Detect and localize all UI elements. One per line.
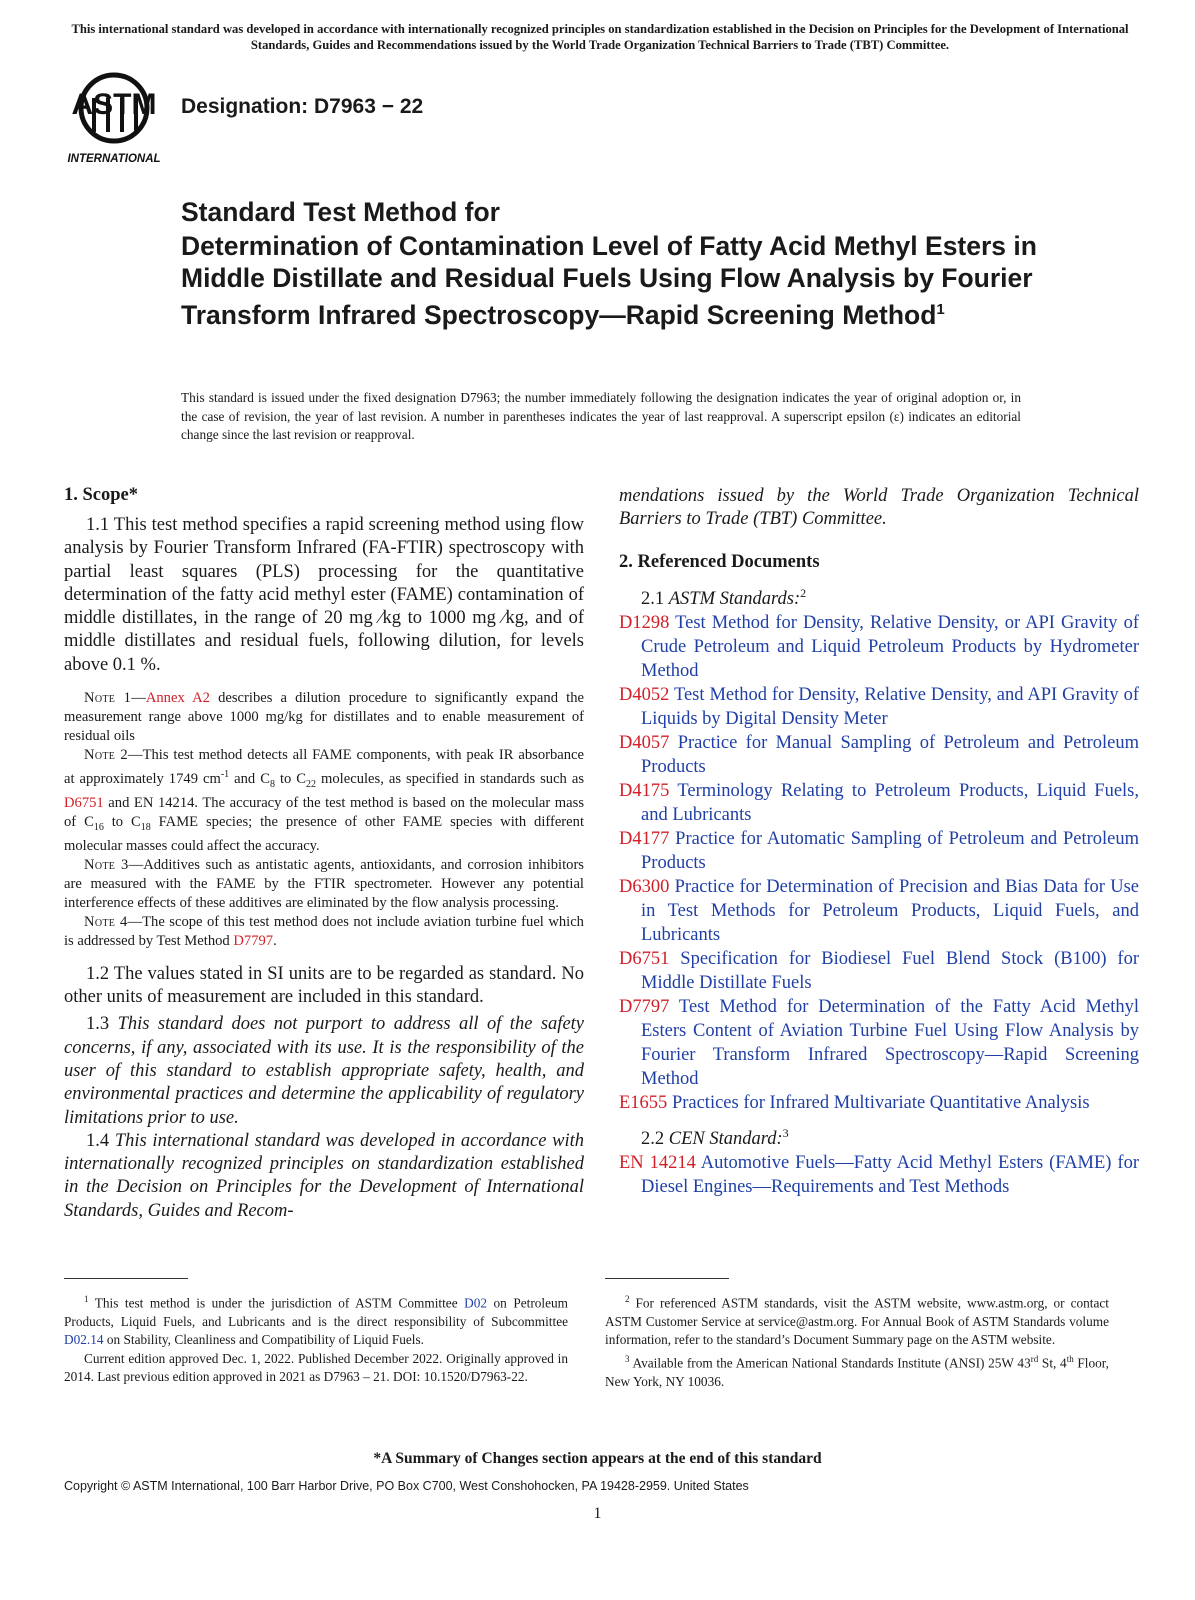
note-2-sup: -1 — [220, 769, 230, 781]
astm-ref-title-link[interactable]: Test Method for Determination of the Fatty Acid Methyl Esters Content of Aviation Turbine Fuel Using Flow Analysis by Fourier Transform Infrared Spectroscopy—Rapid Screening Method — [641, 996, 1139, 1089]
astm-ref-item — [619, 995, 1139, 1091]
footnote-2 — [605, 1290, 1109, 1350]
fn3-sup: 3 — [625, 1353, 630, 1364]
fn3-sup-rd: rd — [1030, 1353, 1039, 1364]
astm-ref-title-link[interactable]: Practices for Infrared Multivariate Quantitative Analysis — [667, 1092, 1090, 1113]
astm-ref-item — [619, 731, 1139, 779]
astm-ref-item — [619, 683, 1139, 731]
d02-link[interactable]: D02 — [464, 1295, 488, 1311]
astm-ref-title-link[interactable]: Test Method for Density, Relative Density, and API Gravity of Liquids by Digital Density Meter — [641, 684, 1139, 729]
astm-ref-title-link[interactable]: Specification for Biodiesel Fuel Blend Stock (B100) for Middle Distillate Fuels — [641, 948, 1139, 993]
astm-logo — [64, 68, 168, 168]
astm-head-text: ASTM Standards: — [668, 588, 801, 609]
astm-ref-title-link[interactable]: Terminology Relating to Petroleum Products, Liquid Fuels, and Lubricants — [641, 780, 1139, 825]
fn3-text: Available from the American National Standards Institute (ANSI) 25W 43 — [629, 1355, 1031, 1371]
cen-standards-list — [619, 1151, 1139, 1199]
astm-ref-code-link[interactable]: D1298 — [619, 612, 670, 633]
astm-head-sup[interactable]: 2 — [800, 585, 807, 600]
note-2-text: —This test method detects all FAME components, with peak IR absorbance at approximately 1749 cm — [64, 747, 584, 787]
title-main: Determination of Contamination Level of Fatty Acid Methyl Esters in Middle Distillate and Residual Fuels Using Flow Analysis by Fourier Transform Infrared Spectroscopy—Rapid Screening Method — [181, 231, 1037, 330]
left-column — [64, 485, 584, 1223]
fn1-text: on Stability, Cleanliness and Compatibility of Liquid Fuels. — [103, 1332, 424, 1348]
astm-ref-item — [619, 1091, 1139, 1115]
referenced-heading: 2. Referenced Documents — [619, 551, 820, 572]
wto-statement: This international standard was developed in accordance with internationally recognized principles on standardization established in the Decision on Principles for the Development of International Standards, Guides and Recommendations issued by the World Trade Organization Technical Barriers to Trade (TBT) Committee. — [71, 22, 1129, 52]
fn2-sup: 2 — [625, 1294, 630, 1304]
scope-1-2: 1.2 The values stated in SI units are to be regarded as standard. No other units of measurement are included in this standard. — [64, 963, 584, 1008]
note-4-text: —The scope of this test method does not include aviation turbine fuel which is addressed by Test Method — [64, 913, 584, 949]
astm-ref-item — [619, 611, 1139, 683]
astm-ref-code-link[interactable]: D6300 — [619, 876, 670, 897]
footnote-3 — [605, 1350, 1109, 1391]
annex-a2-link[interactable]: Annex A2 — [145, 690, 210, 707]
page-number: 1 — [593, 1505, 602, 1522]
d6751-link[interactable]: D6751 — [64, 794, 104, 811]
footnote-rule-left — [64, 1278, 188, 1279]
astm-ref-code-link[interactable]: D4057 — [619, 732, 670, 753]
cen-head-sup[interactable]: 3 — [782, 1125, 789, 1140]
title-line1: Standard Test Method for — [181, 197, 500, 227]
cen-head-num: 2.2 — [641, 1128, 669, 1149]
cen-ref-code-link[interactable]: EN 14214 — [619, 1152, 696, 1173]
scope-1-4-continued: mendations issued by the World Trade Organization Technical Barriers to Trade (TBT) Committee. — [619, 486, 1139, 530]
astm-ref-code-link[interactable]: D6751 — [619, 948, 670, 969]
note-2-sub: 22 — [306, 778, 317, 790]
note-2-sub: 18 — [140, 821, 151, 833]
footnote-1 — [64, 1290, 568, 1350]
fn2-text: For referenced ASTM standards, visit the ASTM website, www.astm.org, or contact ASTM Customer Service at service@astm.org. For Annual Book of ASTM Standards volume information, refer to the standard’s Document Summary page on the ASTM website. — [605, 1295, 1109, 1348]
scope-1-4-text: This international standard was developed in accordance with internationally recognized principles on standardization established in the Decision on Principles for the Development of International Standards, Guides and Recom- — [64, 1130, 585, 1221]
astm-ref-item — [619, 779, 1139, 827]
cen-ref-title-link[interactable]: Automotive Fuels—Fatty Acid Methyl Esters (FAME) for Diesel Engines—Requirements and Test Methods — [641, 1152, 1139, 1197]
note-2 — [64, 746, 584, 856]
footnotes-right — [605, 1290, 1109, 1391]
note-1 — [64, 689, 584, 746]
note-4-end: . — [273, 932, 277, 949]
note-3 — [64, 856, 584, 913]
note-3-label: Note 3 — [84, 856, 129, 873]
astm-ref-code-link[interactable]: E1655 — [619, 1092, 668, 1113]
fn1-text: This test method is under the jurisdiction of ASTM Committee — [88, 1295, 465, 1311]
note-4 — [64, 913, 584, 951]
note-2-text: and EN 14214. The accuracy of the test method is based on the molecular mass of C — [64, 794, 584, 830]
svg-text:ASTM: ASTM — [71, 88, 157, 121]
note-2-text: molecules, as specified in standards such as — [316, 770, 585, 787]
fn3-sup-th: th — [1066, 1353, 1074, 1364]
note-2-text: FAME species; the presence of other FAME species with different molecular masses could affect the accuracy. — [64, 813, 584, 854]
astm-logo-icon — [64, 68, 168, 168]
astm-head-num: 2.1 — [641, 588, 669, 609]
issued-note: This standard is issued under the fixed designation D7963; the number immediately following the designation indicates the year of original adoption or, in the case of revision, the year of last revision. A number in parentheses indicates the year of last reapproval. A superscript epsilon (ε) indicates an editorial change since the last revision or reapproval. — [181, 390, 1021, 442]
astm-ref-title-link[interactable]: Test Method for Density, Relative Density, or API Gravity of Crude Petroleum and Liquid Petroleum Products by Hydrometer Method — [641, 612, 1139, 681]
astm-ref-item — [619, 947, 1139, 995]
note-4-label: Note 4 — [84, 913, 128, 930]
note-1-text: describes a dilution procedure to significantly expand the measurement range above 1000 mg/kg for distillates and to enable measurement of residual oils — [64, 690, 584, 745]
document-title — [181, 196, 1081, 331]
note-1-dash: — — [131, 690, 146, 707]
astm-ref-title-link[interactable]: Practice for Determination of Precision and Bias Data for Use in Test Methods for Petroleum Products, Liquid Fuels, and Lubricants — [641, 876, 1139, 945]
svg-text:INTERNATIONAL: INTERNATIONAL — [67, 153, 161, 165]
note-2-text: to C — [274, 770, 307, 787]
title-footnote-ref[interactable]: 1 — [936, 301, 945, 318]
scope-1-4 — [64, 1130, 584, 1223]
astm-ref-code-link[interactable]: D4175 — [619, 780, 670, 801]
designation: Designation: D7963 − 22 — [181, 95, 424, 118]
astm-ref-code-link[interactable]: D4052 — [619, 684, 670, 705]
scope-1-3-num: 1.3 — [86, 1014, 118, 1035]
note-2-text: to C — [103, 813, 141, 830]
scope-heading: 1. Scope* — [64, 485, 138, 505]
cen-ref-item — [619, 1151, 1139, 1199]
d02-14-link[interactable]: D02.14 — [64, 1332, 104, 1348]
note-2-sub: 16 — [93, 821, 104, 833]
footnotes-left — [64, 1290, 568, 1387]
scope-1-1: 1.1 This test method specifies a rapid screening method using flow analysis by Fourier Transform Infrared (FA-FTIR) spectroscopy with partial least squares (PLS) processing for the quantitative determination of the fatty acid methyl ester (FAME) contamination of middle distillates, in the range of 20 mg ⁄kg to 1000 mg ⁄kg, and of middle distillates and residual fuels, following dilution, for levels above 0.1 %. — [64, 515, 584, 675]
d7797-link[interactable]: D7797 — [233, 932, 274, 949]
cen-head-text: CEN Standard: — [668, 1128, 783, 1149]
fn3-text: St, 4 — [1038, 1355, 1067, 1371]
fn1-sup: 1 — [84, 1294, 89, 1304]
copyright: Copyright © ASTM International, 100 Barr Harbor Drive, PO Box C700, West Conshohocken, PA 19428-2959. United States — [64, 1479, 749, 1493]
scope-1-3-text: This standard does not purport to address all of the safety concerns, if any, associated with its use. It is the responsibility of the user of this standard to establish appropriate safety, health, and environmental practices and determine the applicability of regulatory limitations prior to use. — [64, 1014, 585, 1128]
note-2-text: and C — [229, 770, 270, 787]
cen-standard-heading — [641, 1121, 1139, 1151]
note-2-label: Note 2 — [84, 747, 128, 764]
fn3-text: Floor, New York, NY 10036. — [605, 1355, 1109, 1389]
astm-standards-list — [619, 611, 1139, 1115]
note-3-text: —Additives such as antistatic agents, antioxidants, and corrosion inhibitors are measured with the FAME by the FTIR spectrometer. However any potential interference effects of these additives are eliminated by the flow analysis processing. — [64, 856, 584, 911]
astm-ref-code-link[interactable]: D4177 — [619, 828, 670, 849]
astm-ref-item — [619, 875, 1139, 947]
scope-1-3 — [64, 1013, 584, 1129]
footnote-1-edition: Current edition approved Dec. 1, 2022. Published December 2022. Originally approved in 2014. Last previous edition approved in 2021 as D7963 – 21. DOI: 10.1520/D7963-22. — [64, 1350, 568, 1385]
right-column — [619, 485, 1139, 1199]
astm-ref-title-link[interactable]: Practice for Automatic Sampling of Petroleum and Petroleum Products — [641, 828, 1139, 873]
astm-ref-title-link[interactable]: Practice for Manual Sampling of Petroleum and Petroleum Products — [641, 732, 1139, 777]
astm-ref-code-link[interactable]: D7797 — [619, 996, 670, 1017]
astm-ref-item — [619, 827, 1139, 875]
scope-1-4-num: 1.4 — [86, 1130, 115, 1151]
footnote-rule-right — [605, 1278, 729, 1279]
astm-standards-heading — [641, 581, 1139, 611]
fn1-text: on Petroleum Products, Liquid Fuels, and Lubricants and is the direct responsibility of Subcommittee — [64, 1295, 568, 1329]
summary-of-changes-note: *A Summary of Changes section appears at the end of this standard — [373, 1450, 822, 1467]
note-1-label: Note 1 — [84, 690, 132, 707]
note-2-sub: 8 — [269, 778, 275, 790]
